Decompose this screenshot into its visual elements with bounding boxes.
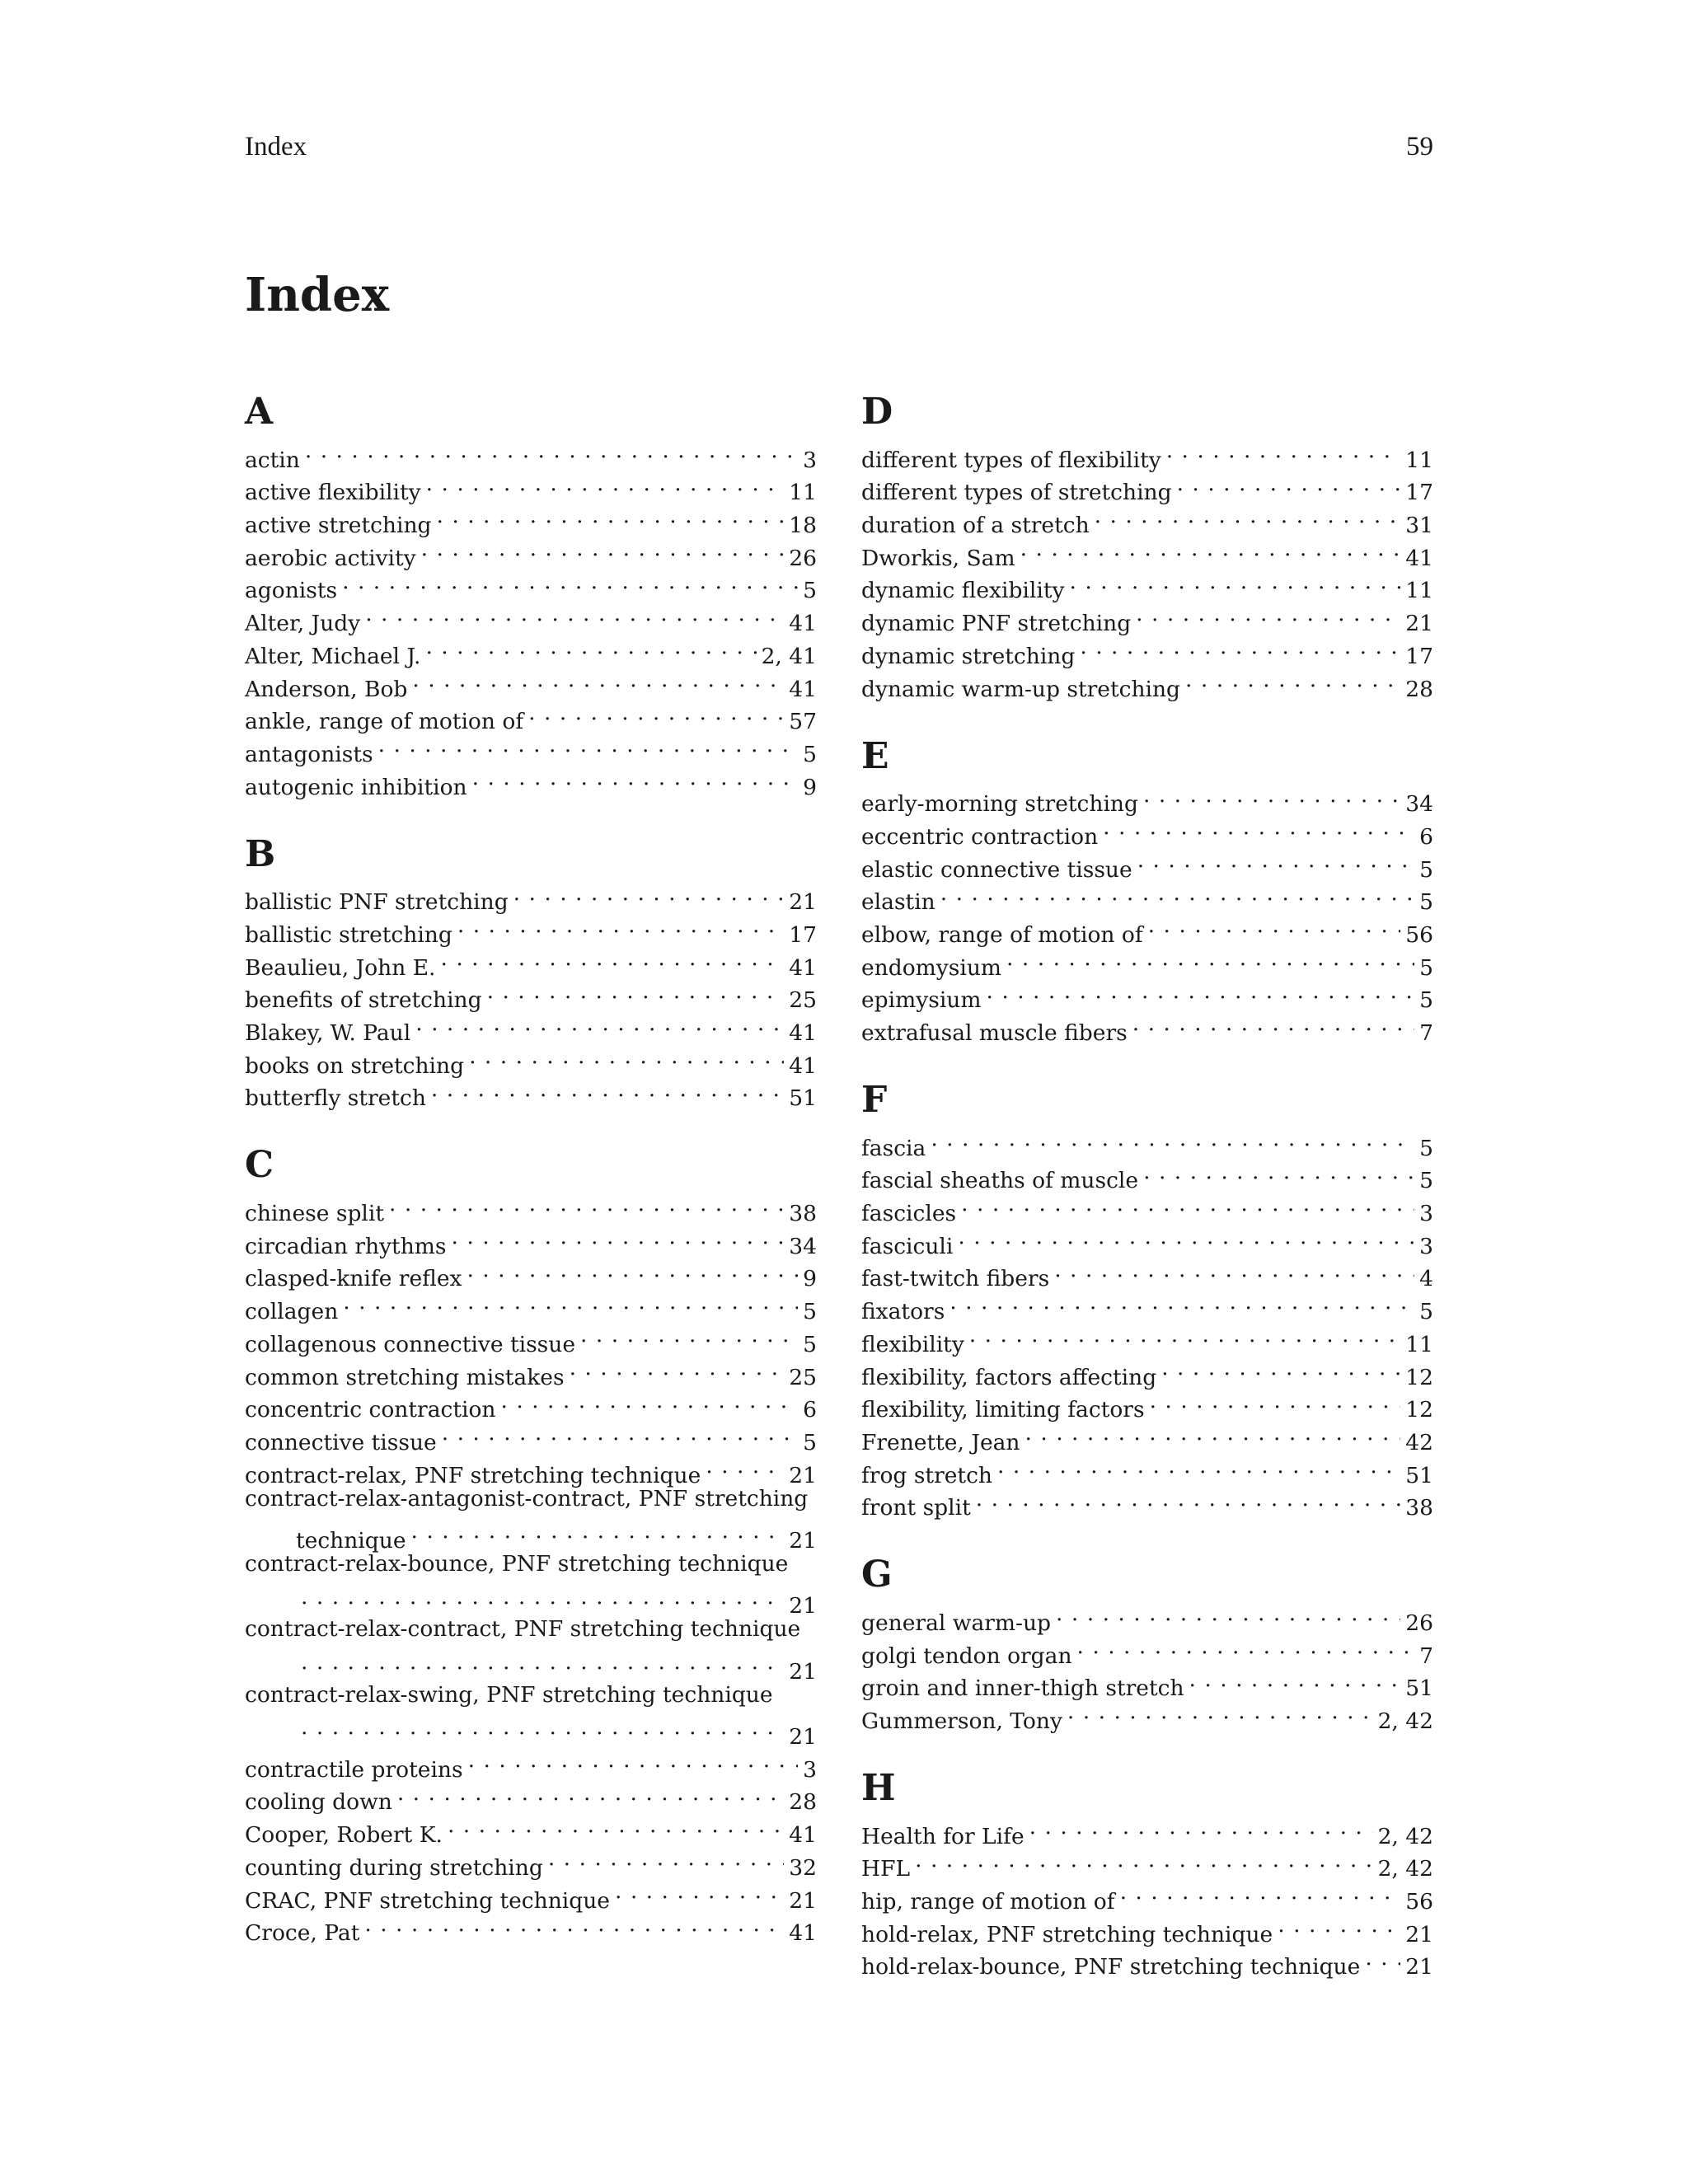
entry-pages: 5 bbox=[1419, 1135, 1433, 1161]
entry-term-continued: technique bbox=[296, 1527, 406, 1554]
dot-leader bbox=[513, 877, 785, 910]
entry-term: frog stretch bbox=[861, 1462, 992, 1488]
dot-leader bbox=[426, 467, 785, 500]
dot-leader bbox=[931, 1122, 1414, 1155]
entry-pages: 41 bbox=[1405, 545, 1433, 571]
dot-leader bbox=[1137, 844, 1414, 877]
entry-pages: 5 bbox=[803, 741, 817, 767]
dot-leader bbox=[1166, 434, 1401, 467]
dot-leader bbox=[412, 663, 784, 696]
entry-term: epimysium bbox=[861, 987, 982, 1014]
dot-leader bbox=[1069, 565, 1400, 598]
entry-term: contract-relax-bounce, PNF stretching technique bbox=[245, 1550, 789, 1577]
dot-leader bbox=[1148, 909, 1401, 942]
entry-pages: 9 bbox=[803, 1266, 817, 1292]
dot-leader bbox=[397, 1777, 784, 1810]
entry-pages: 26 bbox=[789, 545, 817, 571]
dot-leader bbox=[1185, 663, 1400, 696]
entry-pages: 21 bbox=[789, 889, 817, 916]
entry-pages: 21 bbox=[1405, 1954, 1433, 1980]
dot-leader bbox=[1189, 1663, 1401, 1696]
entry-pages: 17 bbox=[789, 921, 817, 948]
entry-pages: 41 bbox=[789, 1052, 817, 1079]
running-head-title: Index bbox=[245, 132, 307, 162]
entry-pages: 28 bbox=[1405, 676, 1433, 702]
entry-term: circadian rhythms bbox=[245, 1233, 447, 1259]
entry-pages: 5 bbox=[1419, 1299, 1433, 1325]
entry-pages: 25 bbox=[789, 987, 817, 1014]
dot-leader bbox=[440, 942, 784, 975]
entry-pages: 21 bbox=[789, 1887, 817, 1914]
entry-pages: 31 bbox=[1405, 513, 1433, 539]
dot-leader bbox=[1080, 630, 1400, 663]
dot-leader bbox=[425, 630, 756, 663]
dot-leader bbox=[452, 1221, 785, 1254]
entry-continuation bbox=[245, 1646, 817, 1685]
entry-pages: 42 bbox=[1405, 1429, 1433, 1455]
dot-leader bbox=[1143, 1155, 1414, 1188]
section-letter: A bbox=[245, 391, 274, 433]
index-entry bbox=[861, 1155, 1433, 1194]
dot-leader bbox=[1006, 942, 1414, 975]
dot-leader bbox=[950, 1286, 1414, 1319]
dot-leader bbox=[472, 762, 799, 794]
entry-term: HFL bbox=[861, 1856, 911, 1882]
dot-leader bbox=[342, 565, 798, 598]
entry-term: groin and inner-thigh stretch bbox=[861, 1675, 1184, 1702]
index-entry bbox=[861, 877, 1433, 916]
dot-leader bbox=[969, 1319, 1400, 1352]
entry-pages: 7 bbox=[1419, 1020, 1433, 1046]
entry-term: Frenette, Jean bbox=[861, 1429, 1020, 1455]
entry-term: golgi tendon organ bbox=[861, 1643, 1072, 1669]
entry-term: extrafusal muscle fibers bbox=[861, 1020, 1128, 1046]
index-entry bbox=[861, 909, 1433, 948]
entry-pages: 3 bbox=[1419, 1233, 1433, 1259]
entry-pages: 2, 42 bbox=[1377, 1823, 1433, 1849]
index-entry bbox=[861, 1122, 1433, 1161]
entry-term: Health for Life bbox=[861, 1823, 1025, 1849]
index-section bbox=[245, 391, 817, 800]
dot-leader bbox=[469, 1040, 784, 1073]
entry-pages: 5 bbox=[1419, 987, 1433, 1014]
dot-leader bbox=[1054, 1254, 1414, 1286]
entry-pages: 57 bbox=[789, 709, 817, 735]
entry-term: fascicles bbox=[861, 1201, 957, 1227]
entry-pages: 11 bbox=[1405, 1331, 1433, 1357]
entry-term: hold-relax-bounce, PNF stretching technique bbox=[861, 1954, 1361, 1980]
entry-term: general warm-up bbox=[861, 1610, 1052, 1636]
dot-leader bbox=[1143, 779, 1400, 812]
dot-leader bbox=[365, 598, 784, 630]
entry-term: eccentric contraction bbox=[861, 823, 1099, 850]
entry-pages: 5 bbox=[1419, 954, 1433, 981]
entry-pages: 41 bbox=[789, 676, 817, 702]
dot-leader bbox=[468, 1744, 799, 1777]
entry-term: elbow, range of motion of bbox=[861, 921, 1143, 948]
index-entry bbox=[861, 1876, 1433, 1915]
entry-pages: 11 bbox=[789, 480, 817, 506]
index-entry bbox=[245, 1188, 817, 1227]
entry-pages: 51 bbox=[1405, 1675, 1433, 1702]
entry-term: duration of a stretch bbox=[861, 513, 1090, 539]
dot-leader bbox=[305, 434, 798, 467]
dot-leader bbox=[706, 1450, 784, 1483]
dot-leader bbox=[1136, 598, 1400, 630]
entry-term: Cooper, Robert K. bbox=[245, 1822, 443, 1849]
dot-leader bbox=[1132, 1007, 1414, 1040]
dot-leader bbox=[1161, 1352, 1400, 1385]
entry-term: counting during stretching bbox=[245, 1854, 543, 1881]
entry-term: dynamic stretching bbox=[861, 643, 1076, 669]
entry-pages: 7 bbox=[1419, 1643, 1433, 1669]
entry-term: active flexibility bbox=[245, 480, 421, 506]
entry-term: clasped-knife reflex bbox=[245, 1266, 462, 1292]
entry-term: elastin bbox=[861, 889, 935, 916]
dot-leader bbox=[1056, 1597, 1400, 1630]
dot-leader bbox=[976, 1483, 1401, 1516]
entry-term: fascia bbox=[861, 1135, 926, 1161]
entry-pages: 51 bbox=[789, 1085, 817, 1112]
index-entry bbox=[245, 467, 817, 506]
index-section bbox=[861, 1079, 1433, 1521]
entry-term: endomysium bbox=[861, 954, 1002, 981]
entry-pages: 21 bbox=[1405, 1921, 1433, 1947]
entry-term: fascial sheaths of muscle bbox=[861, 1168, 1139, 1194]
entry-pages: 34 bbox=[1405, 791, 1433, 818]
entry-pages: 56 bbox=[1405, 1889, 1433, 1915]
dot-leader bbox=[415, 1007, 784, 1040]
entry-pages: 2, 41 bbox=[761, 643, 817, 669]
entry-term: fixators bbox=[861, 1299, 945, 1325]
dot-leader bbox=[528, 696, 784, 729]
dot-leader bbox=[301, 1646, 784, 1679]
entry-pages: 41 bbox=[789, 1920, 817, 1947]
entry-pages: 21 bbox=[789, 1593, 817, 1619]
dot-leader bbox=[958, 1221, 1414, 1254]
entry-pages: 21 bbox=[789, 1724, 817, 1750]
entry-pages: 26 bbox=[1405, 1610, 1433, 1636]
index-entry bbox=[861, 1811, 1433, 1849]
entry-pages: 12 bbox=[1405, 1397, 1433, 1423]
index-entry bbox=[245, 1679, 817, 1750]
section-letter: C bbox=[245, 1144, 274, 1187]
dot-leader bbox=[1029, 1811, 1373, 1844]
entry-pages: 32 bbox=[789, 1854, 817, 1881]
index-column-left bbox=[245, 391, 817, 1980]
dot-leader bbox=[343, 1286, 798, 1319]
entry-term: active stretching bbox=[245, 513, 432, 539]
dot-leader bbox=[940, 877, 1414, 910]
section-letter: H bbox=[861, 1767, 896, 1809]
entry-term: early-morning stretching bbox=[861, 791, 1138, 818]
section-letter: B bbox=[245, 832, 276, 875]
dot-leader bbox=[1103, 811, 1414, 844]
dot-leader bbox=[1150, 1385, 1401, 1418]
index-entry bbox=[861, 1319, 1433, 1357]
entry-pages: 9 bbox=[803, 774, 817, 800]
entry-term: Alter, Judy bbox=[245, 611, 361, 637]
dot-leader bbox=[389, 1188, 784, 1221]
entry-continuation bbox=[245, 1711, 817, 1750]
entry-term: autogenic inhibition bbox=[245, 774, 467, 800]
dot-leader bbox=[301, 1581, 784, 1614]
entry-pages: 21 bbox=[789, 1658, 817, 1685]
entry-term: different types of flexibility bbox=[861, 447, 1161, 473]
index-column-right bbox=[861, 391, 1433, 2013]
entry-pages: 21 bbox=[1405, 611, 1433, 637]
dot-leader bbox=[987, 975, 1415, 1008]
entry-pages: 11 bbox=[1405, 578, 1433, 604]
dot-leader bbox=[467, 1254, 798, 1286]
dot-leader bbox=[1120, 1876, 1401, 1909]
entry-pages: 4 bbox=[1419, 1266, 1433, 1292]
entry-term: contractile proteins bbox=[245, 1756, 463, 1783]
dot-leader bbox=[411, 1515, 785, 1548]
index-entry bbox=[245, 1483, 817, 1554]
entry-pages: 25 bbox=[789, 1364, 817, 1390]
entry-pages: 2, 42 bbox=[1377, 1856, 1433, 1882]
entry-term: ballistic stretching bbox=[245, 921, 452, 948]
entry-term: collagen bbox=[245, 1299, 339, 1325]
entry-pages: 18 bbox=[789, 513, 817, 539]
entry-term: front split bbox=[861, 1495, 971, 1521]
entry-term: butterfly stretch bbox=[245, 1085, 426, 1112]
entry-pages: 5 bbox=[1419, 1168, 1433, 1194]
entry-term: cooling down bbox=[245, 1789, 392, 1816]
entry-pages: 3 bbox=[1419, 1201, 1433, 1227]
entry-pages: 51 bbox=[1405, 1462, 1433, 1488]
entry-term: contract-relax, PNF stretching technique bbox=[245, 1462, 701, 1488]
entry-term: CRAC, PNF stretching technique bbox=[245, 1887, 610, 1914]
entry-term: Dworkis, Sam bbox=[861, 545, 1015, 571]
index-entry bbox=[861, 1844, 1433, 1882]
entry-term: common stretching mistakes bbox=[245, 1364, 565, 1390]
index-entry bbox=[245, 877, 817, 916]
entry-term: concentric contraction bbox=[245, 1397, 496, 1423]
dot-leader bbox=[500, 1385, 798, 1418]
entry-term: connective tissue bbox=[245, 1429, 437, 1455]
entry-pages: 3 bbox=[803, 447, 817, 473]
entry-pages: 21 bbox=[789, 1462, 817, 1488]
entry-term: flexibility bbox=[861, 1331, 964, 1357]
entry-term: Croce, Pat bbox=[245, 1920, 360, 1947]
index-section bbox=[861, 391, 1433, 702]
dot-leader bbox=[442, 1417, 798, 1450]
entry-term: elastic connective tissue bbox=[861, 856, 1132, 883]
entry-term: dynamic PNF stretching bbox=[861, 611, 1132, 637]
dot-leader bbox=[915, 1844, 1372, 1877]
dot-leader bbox=[570, 1352, 785, 1385]
dot-leader bbox=[997, 1450, 1400, 1483]
dot-leader bbox=[548, 1842, 784, 1875]
entry-term: Anderson, Bob bbox=[245, 676, 408, 702]
entry-term: ballistic PNF stretching bbox=[245, 889, 509, 916]
entry-pages: 17 bbox=[1405, 643, 1433, 669]
entry-pages: 56 bbox=[1405, 921, 1433, 948]
dot-leader bbox=[487, 975, 785, 1008]
dot-leader bbox=[615, 1875, 784, 1908]
dot-leader bbox=[457, 909, 784, 942]
running-head bbox=[245, 132, 1433, 168]
entry-pages: 38 bbox=[789, 1201, 817, 1227]
dot-leader bbox=[378, 729, 799, 762]
dot-leader bbox=[961, 1188, 1414, 1221]
index-entry bbox=[861, 434, 1433, 473]
entry-pages: 41 bbox=[789, 611, 817, 637]
dot-leader bbox=[301, 1711, 784, 1744]
index-entry bbox=[861, 1597, 1433, 1636]
entry-pages: 5 bbox=[1419, 889, 1433, 916]
entry-pages: 11 bbox=[1405, 447, 1433, 473]
entry-pages: 5 bbox=[803, 1331, 817, 1357]
index-section bbox=[245, 1144, 817, 1947]
entry-pages: 41 bbox=[789, 1020, 817, 1046]
dot-leader bbox=[580, 1319, 798, 1352]
entry-term: Blakey, W. Paul bbox=[245, 1020, 411, 1046]
entry-pages: 2, 42 bbox=[1377, 1708, 1433, 1734]
entry-term: antagonists bbox=[245, 741, 373, 767]
dot-leader bbox=[437, 499, 785, 532]
entry-term: fast-twitch fibers bbox=[861, 1266, 1050, 1292]
dot-leader bbox=[1077, 1630, 1415, 1663]
entry-term: Gummerson, Tony bbox=[861, 1708, 1062, 1734]
entry-pages: 6 bbox=[803, 1397, 817, 1423]
section-letter: D bbox=[861, 391, 893, 433]
dot-leader bbox=[364, 1908, 784, 1941]
entry-term: flexibility, factors affecting bbox=[861, 1364, 1157, 1390]
entry-continuation bbox=[245, 1515, 817, 1554]
entry-pages: 5 bbox=[803, 1429, 817, 1455]
entry-pages: 41 bbox=[789, 1822, 817, 1849]
index-section bbox=[861, 734, 1433, 1046]
entry-term: hip, range of motion of bbox=[861, 1889, 1115, 1915]
dot-leader bbox=[431, 1073, 784, 1106]
index-entry bbox=[245, 434, 817, 473]
entry-term: flexibility, limiting factors bbox=[861, 1397, 1145, 1423]
entry-pages: 41 bbox=[789, 954, 817, 981]
dot-leader bbox=[1278, 1909, 1400, 1942]
entry-continuation bbox=[245, 1581, 817, 1619]
dot-leader bbox=[1365, 1942, 1400, 1975]
entry-term: aerobic activity bbox=[245, 545, 416, 571]
entry-pages: 12 bbox=[1405, 1364, 1433, 1390]
entry-term: chinese split bbox=[245, 1201, 385, 1227]
dot-leader bbox=[448, 1809, 784, 1842]
dot-leader bbox=[421, 532, 785, 565]
entry-term: ankle, range of motion of bbox=[245, 709, 524, 735]
entry-term: contract-relax-contract, PNF stretching technique bbox=[245, 1616, 801, 1643]
entry-pages: 5 bbox=[803, 578, 817, 604]
dot-leader bbox=[1067, 1695, 1373, 1728]
section-letter: G bbox=[861, 1554, 893, 1596]
entry-term: different types of stretching bbox=[861, 480, 1172, 506]
entry-pages: 34 bbox=[789, 1233, 817, 1259]
index-entry bbox=[245, 1548, 817, 1619]
entry-term: agonists bbox=[245, 578, 338, 604]
entry-term: hold-relax, PNF stretching technique bbox=[861, 1921, 1273, 1947]
entry-term: fasciculi bbox=[861, 1233, 954, 1259]
entry-term: contract-relax-antagonist-contract, PNF stretching bbox=[245, 1485, 809, 1511]
entry-term: books on stretching bbox=[245, 1052, 465, 1079]
entry-pages: 38 bbox=[1405, 1495, 1433, 1521]
entry-term: contract-relax-swing, PNF stretching technique bbox=[245, 1681, 773, 1708]
section-letter: E bbox=[861, 734, 889, 777]
section-letter: F bbox=[861, 1079, 888, 1121]
index-section bbox=[861, 1767, 1433, 1980]
dot-leader bbox=[1020, 532, 1401, 565]
entry-term: actin bbox=[245, 447, 300, 473]
entry-term: Alter, Michael J. bbox=[245, 643, 421, 669]
index-entry bbox=[861, 779, 1433, 818]
entry-pages: 6 bbox=[1419, 823, 1433, 850]
index-entry bbox=[245, 1613, 817, 1685]
index-section bbox=[861, 1554, 1433, 1734]
entry-term: Beaulieu, John E. bbox=[245, 954, 436, 981]
entry-term: benefits of stretching bbox=[245, 987, 482, 1014]
dot-leader bbox=[1025, 1417, 1401, 1450]
index-entry bbox=[245, 1744, 817, 1783]
page-number: 59 bbox=[1406, 132, 1433, 162]
entry-term: dynamic warm-up stretching bbox=[861, 676, 1181, 702]
page-title: Index bbox=[245, 268, 390, 322]
dot-leader bbox=[1095, 499, 1401, 532]
entry-pages: 3 bbox=[803, 1756, 817, 1783]
entry-term: collagenous connective tissue bbox=[245, 1331, 576, 1357]
index-section bbox=[245, 832, 817, 1112]
dot-leader bbox=[1177, 467, 1401, 500]
entry-pages: 28 bbox=[789, 1789, 817, 1816]
entry-pages: 17 bbox=[1405, 480, 1433, 506]
entry-term: dynamic flexibility bbox=[861, 578, 1065, 604]
entry-pages: 5 bbox=[803, 1299, 817, 1325]
entry-pages: 5 bbox=[1419, 856, 1433, 883]
entry-pages: 21 bbox=[789, 1527, 817, 1554]
